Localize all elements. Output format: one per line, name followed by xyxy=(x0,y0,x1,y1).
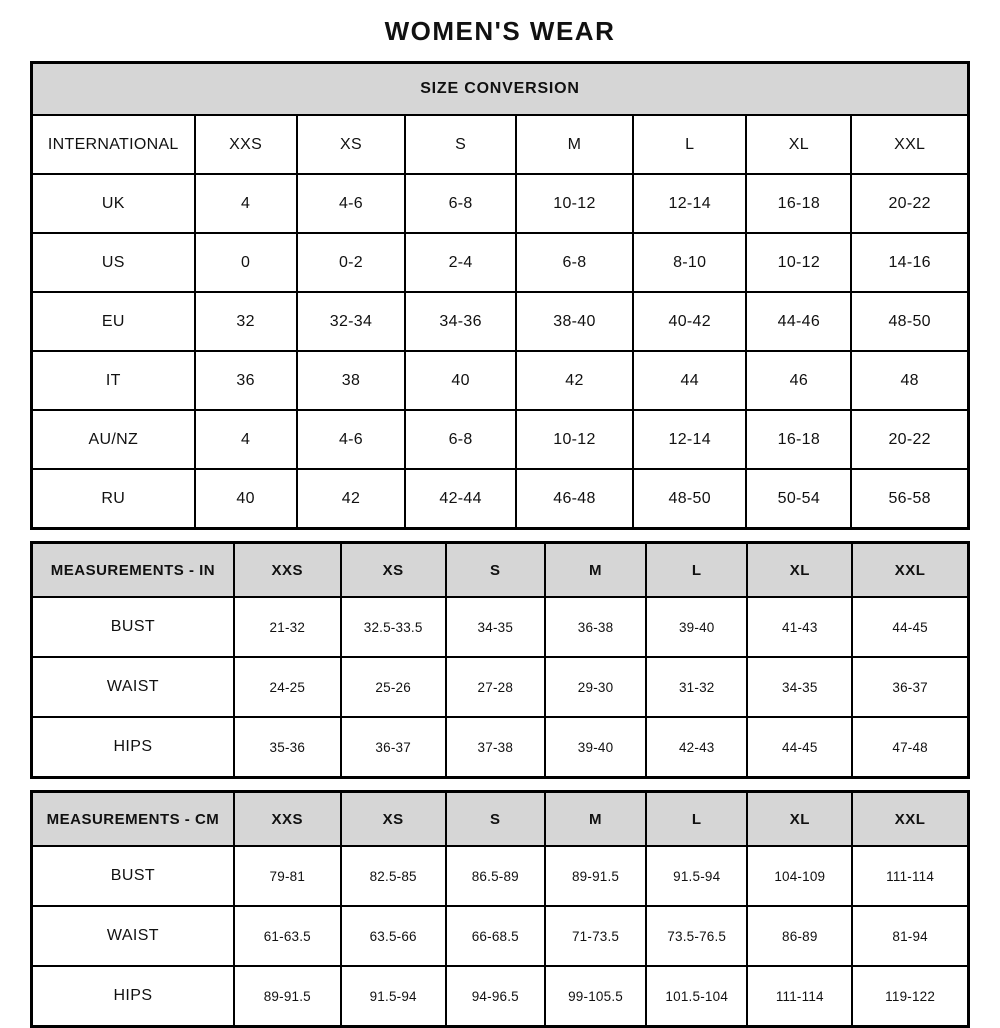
size-header-xxl: XXL xyxy=(852,543,968,598)
size-cell: 44-46 xyxy=(746,292,851,351)
size-cell: 12-14 xyxy=(633,410,746,469)
size-cell: 32-34 xyxy=(297,292,406,351)
measurement-cell: 86-89 xyxy=(747,906,852,966)
measurement-cell: 99-105.5 xyxy=(545,966,646,1027)
table-title-row xyxy=(32,63,969,116)
col-header-xxs: XXS xyxy=(195,115,297,174)
row-label: RU xyxy=(32,469,195,529)
measurements-in-table xyxy=(30,541,970,779)
size-header-xl: XL xyxy=(747,792,852,847)
size-header-xxl: XXL xyxy=(852,792,968,847)
measurement-cell: 71-73.5 xyxy=(545,906,646,966)
size-header-l: L xyxy=(646,543,747,598)
row-label: BUST xyxy=(32,846,234,906)
size-cell: 4-6 xyxy=(297,174,406,233)
measurement-cell: 82.5-85 xyxy=(341,846,446,906)
size-cell: 10-12 xyxy=(746,233,851,292)
size-cell: 14-16 xyxy=(851,233,968,292)
size-cell: 6-8 xyxy=(516,233,633,292)
table-row-uk xyxy=(32,174,969,233)
size-cell: 8-10 xyxy=(633,233,746,292)
size-cell: 20-22 xyxy=(851,410,968,469)
col-header-s: S xyxy=(405,115,516,174)
row-label: EU xyxy=(32,292,195,351)
measurement-cell: 29-30 xyxy=(545,657,646,717)
measurement-cell: 91.5-94 xyxy=(341,966,446,1027)
size-cell: 46 xyxy=(746,351,851,410)
table-row-eu xyxy=(32,292,969,351)
size-header-xs: XS xyxy=(341,792,446,847)
size-cell: 42-44 xyxy=(405,469,516,529)
table-row-bust-in xyxy=(32,597,969,657)
size-cell: 32 xyxy=(195,292,297,351)
size-cell: 6-8 xyxy=(405,410,516,469)
measurement-cell: 89-91.5 xyxy=(545,846,646,906)
measurement-cell: 63.5-66 xyxy=(341,906,446,966)
measurement-cell: 119-122 xyxy=(852,966,968,1027)
measurements-in-header: MEASUREMENTS - IN xyxy=(32,543,234,598)
measurement-cell: 36-38 xyxy=(545,597,646,657)
measurement-cell: 32.5-33.5 xyxy=(341,597,446,657)
measurement-cell: 25-26 xyxy=(341,657,446,717)
size-cell: 48 xyxy=(851,351,968,410)
row-label: UK xyxy=(32,174,195,233)
measurement-cell: 41-43 xyxy=(747,597,852,657)
size-header-xl: XL xyxy=(747,543,852,598)
measurement-cell: 21-32 xyxy=(234,597,341,657)
col-header-xs: XS xyxy=(297,115,406,174)
size-cell: 6-8 xyxy=(405,174,516,233)
col-header-international: INTERNATIONAL xyxy=(32,115,195,174)
measurement-cell: 31-32 xyxy=(646,657,747,717)
measurement-cell: 35-36 xyxy=(234,717,341,778)
table-row-aunz xyxy=(32,410,969,469)
col-header-m: M xyxy=(516,115,633,174)
col-header-xxl: XXL xyxy=(851,115,968,174)
size-header-xxs: XXS xyxy=(234,792,341,847)
table-row-ru xyxy=(32,469,969,529)
measurement-cell: 34-35 xyxy=(446,597,545,657)
size-header-l: L xyxy=(646,792,747,847)
page-title: WOMEN'S WEAR xyxy=(384,16,616,46)
measurement-cell: 42-43 xyxy=(646,717,747,778)
measurement-cell: 86.5-89 xyxy=(446,846,545,906)
size-cell: 44 xyxy=(633,351,746,410)
measurement-cell: 101.5-104 xyxy=(646,966,747,1027)
measurement-cell: 27-28 xyxy=(446,657,545,717)
table-row-us xyxy=(32,233,969,292)
measurement-cell: 39-40 xyxy=(646,597,747,657)
row-label: US xyxy=(32,233,195,292)
row-label: AU/NZ xyxy=(32,410,195,469)
size-cell: 4 xyxy=(195,410,297,469)
table-row-hips-in xyxy=(32,717,969,778)
measurement-cell: 91.5-94 xyxy=(646,846,747,906)
size-cell: 42 xyxy=(516,351,633,410)
size-cell: 38-40 xyxy=(516,292,633,351)
column-header-row xyxy=(32,115,969,174)
size-header-xs: XS xyxy=(341,543,446,598)
measurement-cell: 44-45 xyxy=(852,597,968,657)
size-header-s: S xyxy=(446,792,545,847)
measurement-cell: 104-109 xyxy=(747,846,852,906)
size-cell: 0-2 xyxy=(297,233,406,292)
measurement-cell: 111-114 xyxy=(747,966,852,1027)
measurement-cell: 44-45 xyxy=(747,717,852,778)
size-cell: 40-42 xyxy=(633,292,746,351)
table-row-waist-cm xyxy=(32,906,969,966)
measurement-cell: 81-94 xyxy=(852,906,968,966)
size-cell: 42 xyxy=(297,469,406,529)
size-cell: 48-50 xyxy=(851,292,968,351)
measurement-cell: 73.5-76.5 xyxy=(646,906,747,966)
measurement-cell: 24-25 xyxy=(234,657,341,717)
size-conversion-header: SIZE CONVERSION xyxy=(32,63,969,116)
size-cell: 36 xyxy=(195,351,297,410)
col-header-l: L xyxy=(633,115,746,174)
measurements-cm-table xyxy=(30,790,970,1028)
measurement-cell: 79-81 xyxy=(234,846,341,906)
size-cell: 40 xyxy=(195,469,297,529)
measurement-cell: 66-68.5 xyxy=(446,906,545,966)
size-cell: 20-22 xyxy=(851,174,968,233)
row-label: IT xyxy=(32,351,195,410)
measurements-cm-header-row xyxy=(32,792,969,847)
measurement-cell: 111-114 xyxy=(852,846,968,906)
size-cell: 56-58 xyxy=(851,469,968,529)
size-header-m: M xyxy=(545,543,646,598)
size-header-xxs: XXS xyxy=(234,543,341,598)
size-cell: 16-18 xyxy=(746,174,851,233)
row-label: HIPS xyxy=(32,966,234,1027)
measurement-cell: 36-37 xyxy=(852,657,968,717)
size-cell: 10-12 xyxy=(516,410,633,469)
size-cell: 50-54 xyxy=(746,469,851,529)
size-cell: 40 xyxy=(405,351,516,410)
size-header-m: M xyxy=(545,792,646,847)
row-label: WAIST xyxy=(32,906,234,966)
size-cell: 16-18 xyxy=(746,410,851,469)
measurement-cell: 34-35 xyxy=(747,657,852,717)
size-cell: 12-14 xyxy=(633,174,746,233)
table-row-waist-in xyxy=(32,657,969,717)
size-cell: 48-50 xyxy=(633,469,746,529)
row-label: HIPS xyxy=(32,717,234,778)
measurement-cell: 37-38 xyxy=(446,717,545,778)
measurement-cell: 36-37 xyxy=(341,717,446,778)
measurements-in-header-row xyxy=(32,543,969,598)
measurement-cell: 89-91.5 xyxy=(234,966,341,1027)
measurement-cell: 47-48 xyxy=(852,717,968,778)
size-cell: 4-6 xyxy=(297,410,406,469)
size-header-s: S xyxy=(446,543,545,598)
col-header-xl: XL xyxy=(746,115,851,174)
size-cell: 34-36 xyxy=(405,292,516,351)
row-label: BUST xyxy=(32,597,234,657)
size-cell: 2-4 xyxy=(405,233,516,292)
measurements-cm-header: MEASUREMENTS - CM xyxy=(32,792,234,847)
measurement-cell: 61-63.5 xyxy=(234,906,341,966)
table-row-it xyxy=(32,351,969,410)
table-row-bust-cm xyxy=(32,846,969,906)
size-conversion-table xyxy=(30,61,970,530)
measurement-cell: 94-96.5 xyxy=(446,966,545,1027)
size-cell: 0 xyxy=(195,233,297,292)
table-row-hips-cm xyxy=(32,966,969,1027)
size-cell: 4 xyxy=(195,174,297,233)
size-cell: 46-48 xyxy=(516,469,633,529)
measurement-cell: 39-40 xyxy=(545,717,646,778)
row-label: WAIST xyxy=(32,657,234,717)
size-cell: 10-12 xyxy=(516,174,633,233)
size-cell: 38 xyxy=(297,351,406,410)
